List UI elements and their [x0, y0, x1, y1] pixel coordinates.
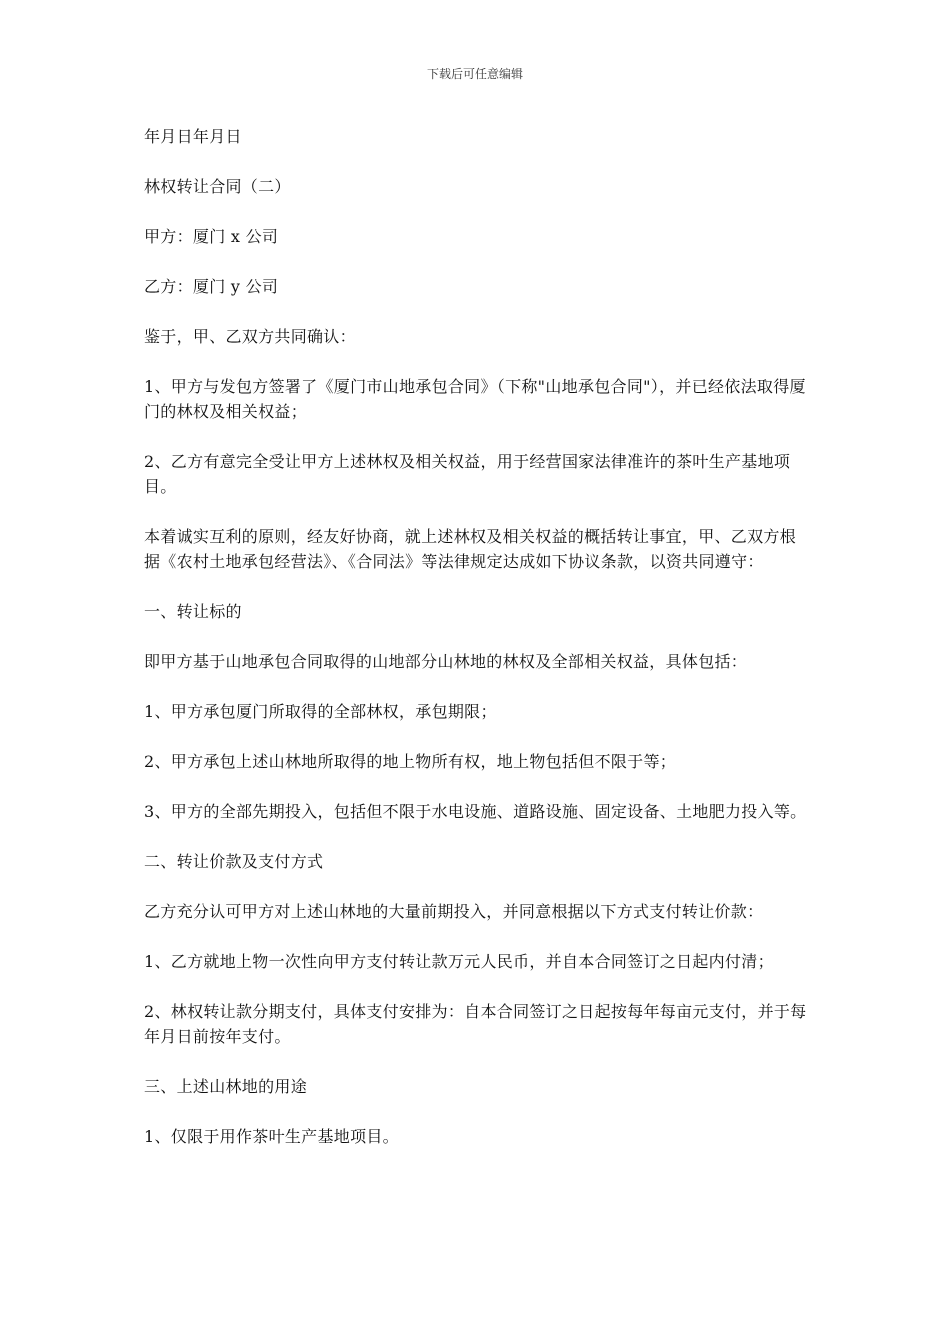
section-2-item-1: 1、乙方就地上物一次性向甲方支付转让款万元人民币，并自本合同签订之日起内付清； — [144, 952, 774, 971]
recital-intro: 鉴于，甲、乙双方共同确认： — [144, 327, 356, 346]
section-1-item-3: 3、甲方的全部先期投入，包括但不限于水电设施、道路设施、固定设备、土地肥力投入等。 — [144, 802, 807, 821]
party-b: 乙方：厦门 y 公司 — [144, 277, 279, 296]
section-1-intro: 即甲方基于山地承包合同取得的山地部分山林地的林权及全部相关权益，具体包括： — [144, 652, 748, 671]
page-header-note: 下载后可任意编辑 — [426, 67, 523, 81]
section-3-item-1: 1、仅限于用作茶叶生产基地项目。 — [144, 1127, 399, 1146]
recital-2: 2、乙方有意完全受让甲方上述林权及相关权益，用于经营国家法律准许的茶叶生产基地项目。 — [144, 452, 791, 496]
document-title: 林权转让合同（二） — [144, 177, 291, 196]
date-line: 年月日年月日 — [144, 127, 242, 146]
document-body — [144, 124, 812, 1174]
section-2-item-2: 2、林权转让款分期支付，具体支付安排为：自本合同签订之日起按每年每亩元支付，并于每年月日前按年支付。 — [144, 1002, 807, 1046]
section-heading-1: 一、转让标的 — [144, 602, 242, 621]
section-1-item-2: 2、甲方承包上述山林地所取得的地上物所有权，地上物包括但不限于等； — [144, 752, 677, 771]
agreement-preamble: 本着诚实互利的原则，经友好协商，就上述林权及相关权益的概括转让事宜，甲、乙双方根据《农村土地承包经营法》、《合同法》等法律规定达成如下协议条款，以资共同遵守： — [144, 527, 797, 571]
section-heading-2: 二、转让价款及支付方式 — [144, 852, 324, 871]
party-a: 甲方：厦门 x 公司 — [144, 227, 279, 246]
section-heading-3: 三、上述山林地的用途 — [144, 1077, 308, 1096]
section-2-intro: 乙方充分认可甲方对上述山林地的大量前期投入，并同意根据以下方式支付转让价款： — [144, 902, 764, 921]
section-1-item-1: 1、甲方承包厦门所取得的全部林权，承包期限； — [144, 702, 497, 721]
recital-1: 1、甲方与发包方签署了《厦门市山地承包合同》（下称"山地承包合同"），并已经依法取得厦门的林权及相关权益； — [144, 377, 806, 421]
